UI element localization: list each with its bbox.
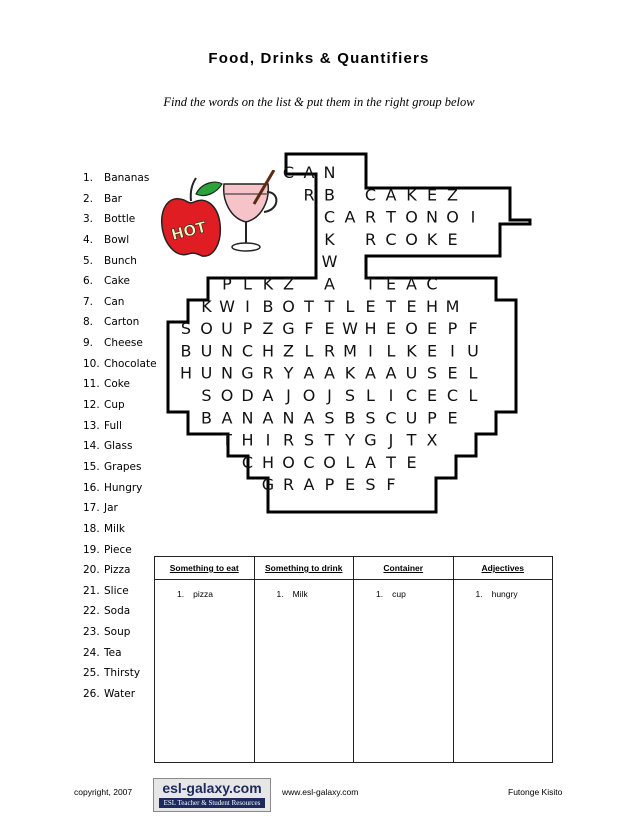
puzzle-letter: S <box>365 408 376 428</box>
puzzle-letter: L <box>345 296 355 316</box>
puzzle-letter: S <box>344 386 356 405</box>
word-list-item <box>83 581 157 602</box>
puzzle-letter: C <box>282 163 295 182</box>
puzzle-letter: H <box>425 296 439 316</box>
column-header: Container <box>354 557 453 580</box>
word-text: Bowl <box>104 233 130 246</box>
puzzle-letter: B <box>344 408 356 428</box>
word-list-item <box>83 374 157 395</box>
puzzle-letter: E <box>426 386 438 405</box>
column-entry <box>354 580 453 599</box>
puzzle-letter: A <box>303 163 315 182</box>
word-number: 9. <box>83 337 94 350</box>
puzzle-letter: A <box>365 452 376 472</box>
word-text: Jar <box>104 502 118 515</box>
column-header: Something to drink <box>255 557 354 580</box>
logo-tagline: ESL Teacher & Student Resources <box>159 798 265 808</box>
puzzle-letter: R <box>282 430 295 450</box>
word-number: 19. <box>83 543 100 556</box>
site-url: www.esl-galaxy.com <box>282 787 359 797</box>
word-text: Full <box>104 419 122 432</box>
answer-table <box>154 556 553 763</box>
puzzle-letter: G <box>282 319 295 339</box>
copyright-text: copyright, 2007 <box>74 787 133 797</box>
puzzle-letter: T <box>304 296 314 316</box>
puzzle-letter: K <box>324 229 335 249</box>
puzzle-letter: L <box>366 386 375 405</box>
puzzle-letter: O <box>200 319 213 339</box>
puzzle-letter: J <box>327 386 332 405</box>
puzzle-letter: T <box>386 207 396 227</box>
puzzle-letter: U <box>467 341 479 361</box>
puzzle-letter: A <box>344 207 356 227</box>
entry-text: cup <box>392 589 406 599</box>
puzzle-letter: A <box>385 363 397 383</box>
word-text: Slice <box>104 584 129 597</box>
puzzle-letter: K <box>406 185 417 205</box>
puzzle-letter: A <box>262 386 274 405</box>
author-name: Futonge Kisito <box>508 787 563 797</box>
word-text: Milk <box>104 522 125 535</box>
puzzle-letter: C <box>385 408 397 428</box>
puzzle-letter: Z <box>262 319 274 339</box>
puzzle-letter: E <box>426 319 438 339</box>
puzzle-letter: T <box>365 274 376 294</box>
puzzle-letter: E <box>447 229 458 249</box>
puzzle-letter: C <box>364 185 377 205</box>
word-number: 6. <box>83 275 94 288</box>
puzzle-letter: A <box>303 408 315 428</box>
puzzle-letter: E <box>426 185 438 205</box>
word-text: Carton <box>104 316 140 329</box>
puzzle-letter: O <box>405 229 418 249</box>
puzzle-letter: M <box>445 296 460 316</box>
word-list-item <box>83 230 157 251</box>
word-list-item <box>83 540 157 561</box>
word-text: Soda <box>104 605 131 618</box>
puzzle-letter: U <box>405 408 418 428</box>
puzzle-letter: O <box>220 386 234 405</box>
puzzle-letter: A <box>262 408 274 428</box>
puzzle-letter: T <box>222 430 232 450</box>
table-column <box>155 557 255 762</box>
word-list-item <box>83 292 157 313</box>
puzzle-letter: T <box>324 430 335 450</box>
puzzle-letter: C <box>241 341 254 361</box>
puzzle-letter: A <box>406 274 417 294</box>
word-list-item <box>83 189 157 210</box>
puzzle-letter: S <box>303 430 315 450</box>
word-text: Can <box>104 295 125 308</box>
word-number: 16. <box>83 481 100 494</box>
word-text: Bottle <box>104 213 136 226</box>
puzzle-grid <box>180 163 479 494</box>
word-number: 1. <box>83 172 94 184</box>
puzzle-letter: X <box>426 430 438 450</box>
word-list-item <box>83 622 157 643</box>
puzzle-letter: C <box>405 386 418 405</box>
word-list-item <box>83 663 157 684</box>
puzzle-letter: P <box>447 319 458 339</box>
puzzle-letter: Y <box>345 430 355 450</box>
puzzle-letter: J <box>286 386 291 405</box>
word-text: Glass <box>104 440 133 453</box>
word-number: 15. <box>83 460 100 473</box>
puzzle-letter: I <box>368 341 373 361</box>
puzzle-letter: G <box>364 430 377 450</box>
puzzle-letter: I <box>388 386 394 405</box>
puzzle-letter: S <box>180 319 192 339</box>
puzzle-letter: E <box>426 341 438 361</box>
word-text: Cup <box>104 399 125 412</box>
puzzle-letter: P <box>324 475 335 495</box>
word-list-item <box>83 312 157 333</box>
word-number: 20. <box>83 564 100 577</box>
puzzle-letter: N <box>282 408 295 428</box>
word-list-item <box>83 519 157 540</box>
word-text: Grapes <box>104 460 142 473</box>
puzzle-letter: T <box>324 296 335 316</box>
table-column <box>454 557 553 762</box>
puzzle-letter: K <box>344 363 356 383</box>
puzzle-letter: W <box>342 319 358 339</box>
puzzle-letter: E <box>344 475 356 495</box>
puzzle-letter: O <box>282 452 295 472</box>
entry-number: 1. <box>276 589 284 599</box>
puzzle-letter: F <box>468 319 478 339</box>
puzzle-letter: F <box>304 319 314 339</box>
puzzle-letter: U <box>221 319 233 339</box>
puzzle-letter: A <box>324 363 335 383</box>
puzzle-letter: Z <box>283 341 294 361</box>
column-entry <box>454 580 553 599</box>
puzzle-letter: A <box>303 475 315 495</box>
entry-number: 1. <box>475 589 483 599</box>
puzzle-letter: H <box>261 341 275 361</box>
puzzle-letter: C <box>241 452 254 472</box>
puzzle-letter: Y <box>283 363 294 383</box>
puzzle-letter: S <box>426 363 438 383</box>
word-number: 13. <box>83 419 100 432</box>
puzzle-letter: E <box>447 363 458 383</box>
word-list-item <box>83 436 157 457</box>
puzzle-letter: E <box>406 296 417 316</box>
word-number: 11. <box>83 378 100 391</box>
puzzle-letter: E <box>385 319 397 339</box>
puzzle-letter: L <box>304 341 314 361</box>
puzzle-letter: O <box>405 319 418 339</box>
puzzle-letter: A <box>385 185 397 205</box>
hot-label: HOT <box>169 217 209 245</box>
column-entry <box>255 580 354 599</box>
puzzle-letter: H <box>241 430 254 450</box>
puzzle-letter: N <box>221 363 233 383</box>
puzzle-letter: E <box>324 319 335 339</box>
word-text: Water <box>104 688 136 701</box>
entry-number: 1. <box>376 589 384 599</box>
puzzle-letter: E <box>365 296 376 316</box>
puzzle-letter: J <box>388 430 394 450</box>
word-list-item <box>83 457 157 478</box>
word-list-item <box>83 601 157 622</box>
puzzle-letter: K <box>262 274 274 294</box>
puzzle-letter: R <box>364 207 377 227</box>
puzzle-letter: L <box>243 274 252 294</box>
puzzle-letter: I <box>450 341 455 361</box>
word-text: Piece <box>104 543 132 556</box>
word-number: 7. <box>83 295 94 308</box>
puzzle-letter: O <box>302 386 316 405</box>
table-column <box>354 557 454 762</box>
puzzle-letter: I <box>265 430 271 450</box>
logo-main-text: esl-galaxy.com <box>162 780 262 796</box>
puzzle-letter: S <box>201 386 212 405</box>
puzzle-letter: B <box>180 341 192 361</box>
puzzle-letter: Z <box>447 185 458 205</box>
puzzle-letter: S <box>365 475 376 495</box>
puzzle-letter: D <box>241 386 254 405</box>
entry-number: 1. <box>177 589 185 599</box>
puzzle-letter: R <box>364 229 377 249</box>
puzzle-letter: L <box>386 341 396 361</box>
puzzle-letter: Z <box>283 274 294 294</box>
word-text: Coke <box>104 378 130 391</box>
word-number: 21. <box>83 584 100 597</box>
puzzle-letter: A <box>303 363 315 383</box>
word-text: Bananas <box>104 172 150 184</box>
puzzle-letter: C <box>323 207 336 227</box>
word-search-puzzle <box>160 152 540 522</box>
word-number: 25. <box>83 667 100 680</box>
entry-text: pizza <box>193 589 213 599</box>
puzzle-letter: K <box>201 296 212 316</box>
word-text: Cake <box>104 275 130 288</box>
column-entry <box>155 580 254 599</box>
puzzle-letter: B <box>262 296 274 316</box>
word-number: 12. <box>83 399 100 412</box>
word-number: 2. <box>83 192 94 205</box>
word-list-item <box>83 416 157 437</box>
puzzle-letter: P <box>427 408 437 428</box>
word-number: 14. <box>83 440 100 453</box>
column-header: Adjectives <box>454 557 553 580</box>
puzzle-letter: C <box>385 229 397 249</box>
puzzle-letter: O <box>405 207 418 227</box>
puzzle-letter: L <box>345 452 355 472</box>
puzzle-letter: L <box>468 386 478 405</box>
word-text: Pizza <box>104 564 131 577</box>
puzzle-letter: G <box>241 363 254 383</box>
word-number: 23. <box>83 626 100 639</box>
puzzle-letter: U <box>200 341 213 361</box>
puzzle-letter: O <box>282 296 295 316</box>
puzzle-letter: M <box>343 341 357 361</box>
puzzle-letter: H <box>261 452 275 472</box>
puzzle-letter: R <box>323 341 336 361</box>
word-text: Soup <box>104 626 131 639</box>
word-list-item <box>83 354 157 375</box>
word-number: 22. <box>83 605 100 618</box>
puzzle-letter: G <box>261 475 275 495</box>
puzzle-letter: O <box>446 207 459 227</box>
word-list-item <box>83 251 157 272</box>
puzzle-letter: A <box>324 274 335 294</box>
puzzle-letter: U <box>405 363 418 383</box>
puzzle-letter: C <box>303 452 315 472</box>
word-text: Hungry <box>104 481 143 494</box>
puzzle-letter: E <box>406 452 417 472</box>
word-list-item <box>83 333 157 354</box>
word-list-item <box>83 209 157 230</box>
word-list-item <box>83 684 157 705</box>
puzzle-letter: K <box>426 229 438 249</box>
puzzle-letter: T <box>386 296 396 316</box>
puzzle-letter: U <box>200 363 213 383</box>
word-text: Bar <box>104 192 122 205</box>
puzzle-letter: P <box>242 319 253 339</box>
puzzle-letter: A <box>365 363 376 383</box>
word-number: 17. <box>83 502 100 515</box>
puzzle-letter: C <box>446 386 459 405</box>
puzzle-letter: K <box>406 341 417 361</box>
column-header: Something to eat <box>155 557 254 580</box>
puzzle-letter: I <box>470 207 476 227</box>
word-number: 24. <box>83 646 100 659</box>
puzzle-letter: E <box>447 408 458 428</box>
word-number: 3. <box>83 213 94 226</box>
puzzle-letter: T <box>386 452 396 472</box>
word-list-item <box>83 643 157 664</box>
word-list-item <box>83 478 157 499</box>
puzzle-letter: H <box>179 363 193 383</box>
word-list-item <box>83 168 157 189</box>
puzzle-letter: I <box>245 296 250 316</box>
entry-text: Milk <box>292 589 308 599</box>
word-number: 18. <box>83 522 100 535</box>
puzzle-letter: W <box>219 296 235 316</box>
word-list-item <box>83 271 157 292</box>
word-text: Thirsty <box>104 667 141 680</box>
esl-galaxy-logo <box>153 778 271 812</box>
puzzle-letter: H <box>364 319 377 339</box>
puzzle-letter: N <box>241 408 254 428</box>
instructions: Find the words on the list & put them in the right group below <box>163 95 475 109</box>
word-number: 5. <box>83 254 94 267</box>
table-column <box>255 557 355 762</box>
word-number: 8. <box>83 316 94 329</box>
puzzle-letter: C <box>426 274 438 294</box>
puzzle-letter: N <box>221 341 233 361</box>
puzzle-letter: N <box>323 163 336 182</box>
word-text: Chocolate <box>104 357 157 370</box>
puzzle-letter: S <box>324 408 335 428</box>
word-text: Cheese <box>104 337 143 350</box>
word-list-item <box>83 395 157 416</box>
puzzle-letter: A <box>221 408 233 428</box>
word-text: Tea <box>104 646 122 659</box>
puzzle-letter: E <box>385 274 397 294</box>
puzzle-letter: L <box>468 363 478 383</box>
puzzle-letter: B <box>324 185 335 205</box>
puzzle-letter: O <box>323 452 336 472</box>
word-text: Bunch <box>104 254 137 267</box>
word-list <box>83 168 157 705</box>
word-list-item <box>83 560 157 581</box>
word-number: 26. <box>83 688 100 701</box>
puzzle-letter: T <box>406 430 417 450</box>
puzzle-letter: R <box>303 185 315 205</box>
puzzle-letter: P <box>222 274 232 294</box>
puzzle-letter: B <box>201 408 212 428</box>
puzzle-letter: W <box>321 252 338 272</box>
puzzle-letter: R <box>262 363 274 383</box>
puzzle-letter: R <box>282 475 295 495</box>
puzzle-letter: N <box>426 207 438 227</box>
word-number: 10. <box>83 357 100 370</box>
page-title: Food, Drinks & Quantifiers <box>208 50 430 67</box>
word-list-item <box>83 498 157 519</box>
entry-text: hungry <box>491 589 518 599</box>
puzzle-letter: F <box>386 475 396 495</box>
word-number: 4. <box>83 233 94 246</box>
